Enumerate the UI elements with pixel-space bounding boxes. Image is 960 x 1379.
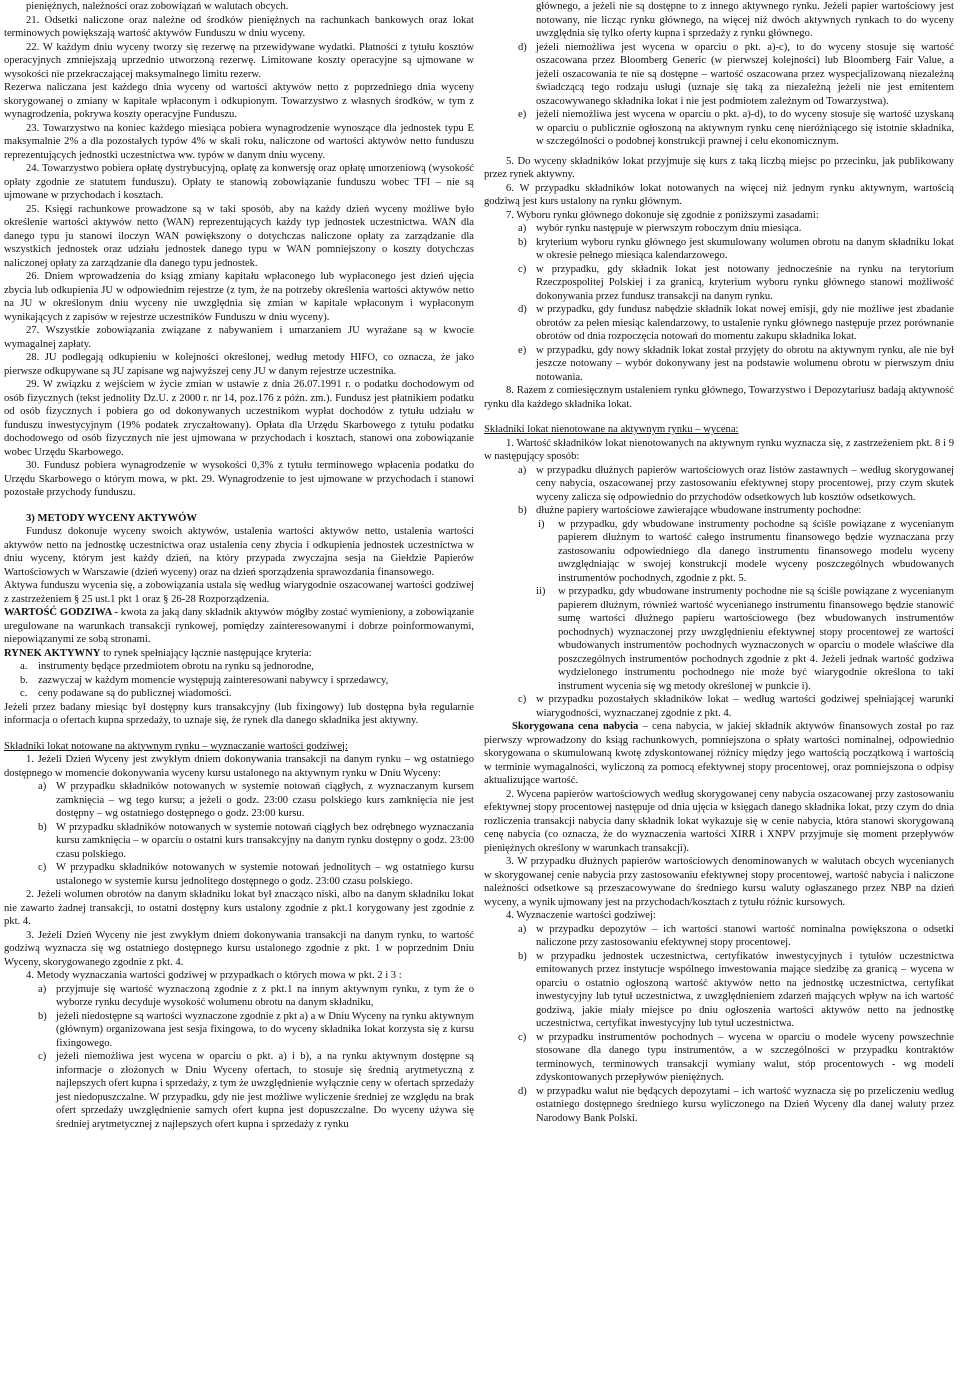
list-item-label: b) (518, 950, 527, 962)
list-item (518, 344, 954, 385)
list-item (518, 263, 954, 304)
paragraph-continuation: pieniężnych, należności oraz zobowiązań w walutach obcych. (26, 1, 289, 12)
list-item-label: b) (518, 236, 527, 248)
active-market-criteria (4, 660, 474, 701)
listed-assets-point-4-list (4, 983, 474, 1132)
list-item (518, 1085, 954, 1126)
paragraph-26: 26. Dniem wprowadzenia do ksiąg zmiany kapitału wpłaconego lub wypłaconego jest dzień ujęcia zbycia lub odkupienia JU w odpowiednim rejestrze (z tym, że na potrzeby określenia wartości aktywów netto na JU w określonym dniu wyceny nie uwzględnia się zmian w kapitale wpłaconym i wypłaconym wynikających z zapisów w rejestrze uczestników Funduszu w dniu wyceny). (4, 271, 474, 323)
point-5: 5. Do wyceny składników lokat przyjmuje się kurs z taką liczbą miejsc po przecinku, jak publikowany przez rynek aktywny. (484, 155, 954, 180)
paragraph-27: 27. Wszystkie zobowiązania związane z nabywaniem i umarzaniem JU wyrażane są w kwocie wymagalnej zapłaty. (4, 325, 474, 350)
list-item (518, 950, 954, 1031)
list-item-label: e) (518, 344, 527, 356)
list-item (20, 687, 474, 701)
list-item-text: w przypadku walut nie będących depozytami – ich wartość wyznacza się po przeliczeniu według ostatniego dostępnego średniego kursu wyliczonego na Dzień Wyceny dla danej waluty przez Narodowy Bank Polski. (536, 1085, 954, 1124)
list-item (518, 41, 954, 109)
section-3-heading: 3) METODY WYCENY AKTYWÓW (26, 512, 197, 524)
list-item (518, 236, 954, 263)
list-item-text: w przypadku dłużnych papierów wartościowych oraz listów zastawnych – według skorygowanej ceny nabycia, oszacowanej przy zastosowaniu efektywnej stopy procentowej, przy czym skutek wyceny zalicza się odpowiednio do przychodów odsetkowych lub kosztów odsetkowych. (536, 464, 954, 503)
fair-value-term: WARTOŚĆ GODZIWA - (4, 607, 118, 618)
paragraph-21: 21. Odsetki naliczone oraz należne od środków pieniężnych na rachunkach bankowych oraz lokat terminowych powiększają wartość aktywów Funduszu w dniu wyceny. (4, 14, 474, 39)
list-item-label: a) (38, 781, 47, 792)
point-8: 8. Razem z comiesięcznym ustaleniem rynku głównego, Towarzystwo i Depozytariusz badają aktywność rynku dla każdego składnika lokat. (484, 385, 954, 410)
list-item-label: ii) (536, 586, 546, 597)
list-item-label: c) (38, 862, 47, 873)
list-item (518, 108, 954, 149)
list-item-label: b. (20, 674, 28, 686)
unlisted-point-2: 2. Wycena papierów wartościowych według skorygowanej ceny nabycia oszacowanej przy zastosowaniu efektywnej stopy procentowej następuje od dnia ujęcia w księgach danego składnika lokat, przy czym do dnia rozliczenia transakcji nabycia dany składnik lokat wykazuje się w cenie nabycia, która stanowi skorygowaną cenę nabycia (co oznacza, że do wyznaczenia wartości XIRR i XNPV przyjmuje się moment przepływów pieniężnych określony w warunkach transakcji). (484, 788, 954, 854)
list-item (38, 1050, 474, 1131)
active-market-term: RYNEK AKTYWNY (4, 647, 101, 659)
list-item-text: w przypadku, gdy fundusz nabędzie składnik lokat nowej emisji, gdy nie możliwe jest zbadanie obrotów za pełen miesiąc kalendarzowy, to ustalenie rynku głównego następuje przez porównanie obrotów od dnia rozpoczęcia notowań do momentu zakupu składnika lokat. (536, 304, 954, 342)
list-item-text: w przypadku depozytów – ich wartości stanowi wartość nominalna powiększona o odsetki naliczone przy zastosowaniu efektywnej stopy procentowej. (536, 923, 954, 948)
paragraph-23: 23. Towarzystwo na koniec każdego miesiąca pobiera wynagrodzenie wynoszące dla jednostek typu E maksymalnie 2% a dla pozostałych typów 4% w skali roku, naliczone od wartości aktywów netto funduszu reprezentujących jednostki uczestnictwa ww. typów w danym dniu wyceny. (4, 122, 474, 161)
fair-value-text: kwota za jaką dany składnik aktywów mógłby zostać wymieniony, a zobowiązanie uregulowane na warunkach transakcji rynkowej, pomiędzy zainteresowanymi i dobrze poinformowanymi, niepowiązanymi ze sobą stronami. (4, 607, 474, 645)
unlisted-point-1-list (484, 464, 954, 721)
list-item-text: jeżeli niemożliwa jest wycena w oparciu o pkt. a) i b), a na rynku aktywnym dostępne są informacje o złożonych w Dniu Wyceny ofertach, to stosuje się średnią arytmetyczną z najlepszych ofert kupna i sprzedaży, z tym że uwzględnienie wyłącznie ceny w ofertach sprzedaży jest niedopuszczalne. W przypadku, gdy nie jest możliwe wyliczenie średniej ze względu na brak ofert sprzedaży uwzględnienie samych ofert kupna jest dopuszczalne. Do wyceny używa się średniej arytmetycznej z najlepszych ofert kupna i sprzedaży z rynku (56, 1051, 474, 1130)
list-item (518, 222, 954, 236)
list-item-label: b) (38, 821, 47, 833)
list-item-text: w przypadku, gdy wbudowane instrumenty pochodne nie są ściśle powiązane z wycenianym papierem dłużnym, również wartość wycenianego instrumentu finansowego będzie stanowić sumę wartości dłużnego papieru wartościowego (bez wbudowanych instrumentów pochodnych) wyznaczonej przy uwzględnieniu efektywnej stopy procentowej ze wartości wbudowanych instrumentów pochodnych wyznaczonych w oparciu o modele właściwe dla poszczególnych instrumentów pochodnych zgodnie z pkt 4. Jeżeli jednak wartość godziwa wydzielonego instrumentu pochodnego nie może być wiarygodnie określona to taki instrument wycenia się wg metody określonej w punkcie i). (558, 586, 954, 692)
list-item-text: zazwyczaj w każdym momencie występują zainteresowani nabywcy i sprzedawcy, (38, 674, 389, 686)
adjusted-cost-text: – cena nabycia, w jakiej składnik aktywów finansowych został po raz pierwszy wprowadzony do ksiąg rachunkowych, pomniejszona o spłaty wartości nominalnej, odpowiednio skorygowana o skumulowaną kwotę zdyskontowanej różnicy między jego wartością początkową i wartością w terminie wymagalności, wyliczoną za pomocą efektywnej stopy procentowej, oraz pomniejszona o odpisy aktualizujące wartość. (484, 721, 954, 786)
listed-assets-point-4: 4. Metody wyznaczania wartości godziwej w przypadkach o których mowa w pkt. 2 i 3 : (26, 970, 402, 981)
unlisted-point-4: 4. Wyznaczenie wartości godziwej: (506, 910, 656, 921)
list-item-text: W przypadku składników notowanych w systemie notowań ciągłych, z wyznaczanym kursem zamknięcia – wg tego kursu; a jeżeli o godz. 23:00 czasu polskiego kurs zamknięcia nie jest dostępny – wg ostatniego dostępnego o godz. 23:00 kursu. (56, 781, 474, 819)
active-market-definition (4, 647, 474, 661)
list-item-text: kryterium wyboru rynku głównego jest skumulowany wolumen obrotu na danym składniku lokat w okresie pełnego miesiąca kalendarzowego. (536, 236, 954, 261)
listed-assets-point-1-list (4, 780, 474, 888)
list-item (518, 504, 954, 518)
unlisted-point-3: 3. W przypadku dłużnych papierów wartościowych denominowanych w walutach obcych wycenianych w skorygowanej cenie nabycia przy zastosowaniu efektywnej stopy procentowej, wartość nabycia i naliczone należności odsetkowe są przeszacowywane do średniego kursu waluty ogłaszanego przez NBP na dzień wyceny, a wynik ujmowany jest na przychodach/kosztach z tytułu różnic kursowych. (484, 856, 954, 908)
list-item (536, 585, 954, 693)
unlisted-assets-heading: Składniki lokat nienotowane na aktywnym rynku – wycena: (484, 424, 739, 435)
list-item-text: W przypadku składników notowanych w systemie notowań jednolitych – wg ostatniego kursu ustalonego w systemie kursu jednolitego dostępnego o godz. 23:00 czasu polskiego. (56, 862, 474, 887)
list-item-label: a) (518, 223, 527, 234)
list-item (38, 861, 474, 888)
list-item-label: c) (518, 263, 527, 275)
active-market-note: Jeżeli przez badany miesiąc był dostępny kurs transakcyjny (lub fixingowy) lub dostępna była regularnie informacja o ofertach kupna sprzedaży, to uznaje się, że rynek dla danego składnika jest aktywny. (4, 701, 474, 726)
list-item (38, 983, 474, 1010)
list-item-text: jeżeli niemożliwa jest wycena w oparciu o pkt. a)-d), to do wyceny stosuje się wartość uzyskaną w oparciu o publicznie ogłoszoną na aktywnym rynku cenę nieróżniącego się istotnie składnika, w szczególności o podobnej konstrukcji prawnej i celu ekonomicznym. (536, 109, 954, 147)
list-item-label: i) (538, 518, 545, 530)
paragraph-c-continuation: głównego, a jeżeli nie są dostępne to z innego aktywnego rynku. Jeżeli papier wartościowy jest notowany, nie licząc rynku głównego, na więcej niż dwóch aktywnych rynkach to do wyceny uwzględnia się tylko oferty kupna i sprzedaży z rynku głównego. (536, 1, 954, 39)
list-item-label: c) (38, 1051, 47, 1062)
list-item-label: c) (518, 694, 527, 705)
list-item-text: przyjmuje się wartość wyznaczoną zgodnie z z pkt.1 na innym aktywnym rynku, z tym że o wyborze rynku decyduje wysokość wolumenu obrotu na danym składniku, (56, 983, 474, 1008)
listed-assets-point-2: 2. Jeżeli wolumen obrotów na danym składniku lokat był znacząco niski, albo na danym składniku lokat nie zawarto żadnej transakcji, to ostatni dostępny kurs ustalony zgodnie z pkt.1 korygowany jest zgodnie z pkt. 4. (4, 889, 474, 927)
list-item-label: a) (518, 923, 527, 935)
unlisted-point-4-list (484, 923, 954, 1126)
paragraph-22: 22. W każdym dniu wyceny tworzy się rezerwę na przewidywane wydatki. Płatności z tytułu kosztów operacyjnych zmniejszają uprzednio utworzoną rezerwę. Limitowane koszty operacyjne są ujmowane w wysokości nie przekraczającej maksymalnego limitu rezerw. (4, 41, 474, 80)
list-item-text: w przypadku, gdy nowy składnik lokat został przyjęty do obrotu na aktywnym rynku, ale nie był jeszcze notowany – wybór dokonywany jest na podstawie wolumenu obrotu w pierwszym dniu notowania. (536, 344, 954, 383)
point-7-list (484, 222, 954, 384)
listed-assets-heading: Składniki lokat notowane na aktywnym rynku – wyznaczanie wartości godziwej: (4, 740, 348, 752)
paragraph-25: 25. Księgi rachunkowe prowadzone są w taki sposób, aby na każdy dzień wyceny możliwe było określenie wartości aktywów netto (WAN) reprezentujących każdy typ jednostek uczestnictwa. WAN dla danego typu ju stanowi iloczyn WAN powiększony o dotychczas naliczone opłaty za zarządzanie dla wszystkich jednostek oraz udziału jednostek danego typu w WAN pomniejszony o koszty dotychczas naliczonej opłaty za zarządzanie dla danego typu jednostek. (4, 203, 474, 269)
point-6: 6. W przypadku składników lokat notowanych na więcej niż jednym rynku aktywnym, wartością godziwą jest kurs ustalony na rynku głównym. (484, 182, 954, 207)
listed-assets-point-1: 1. Jeżeli Dzień Wyceny jest zwykłym dniem dokonywania transakcji na danym rynku – wg ostatniego dostępnego w momencie dokonywania wyceny kursu ustalonego na aktywnym rynku w Dniu Wyceny: (4, 754, 474, 779)
list-item (518, 693, 954, 720)
valuation-methods-de-list (484, 41, 954, 149)
list-item-label: c. (20, 688, 28, 699)
list-item (518, 1031, 954, 1085)
list-item-text: ceny podawane są do publicznej wiadomości. (38, 688, 232, 699)
paragraph-29: 29. W związku z wejściem w życie zmian w ustawie z dnia 26.07.1991 r. o podatku dochodowym od osób fizycznych (tekst jednolity Dz.U. z 2000 r. nr 14, poz.176 z późn. zm.). Fundusz jest płatnikiem podatku od osób fizycznych i pobiera go od dokonywanych uczestnikom wypłat dochodów z tytułu udziału w funduszu inwestycyjnym (19% podatek zryczałtowany). Opłata dla Urzędu Skarbowego z tytułu podatku dochodowego od osób fizycznych nie jest ujmowana w przychodach i kosztach, stanowi ona zobowiązanie wobec Urzędu Skarbowego. (4, 379, 474, 458)
list-item-text: w przypadku pozostałych składników lokat – według wartości godziwej spełniającej warunki wiarygodności, wyznaczanej zgodnie z pkt. 4. (536, 694, 954, 719)
list-item-text: w przypadku instrumentów pochodnych – wycena w oparciu o modele wyceny powszechnie stosowane dla danego typu instrumentów, a w szczególności w przypadku kontraktów terminowych, terminowych transakcji wymiany walut, stóp procentowych - wg modeli zdyskontowanych przepływów pieniężnych. (536, 1031, 954, 1083)
list-item (20, 674, 474, 688)
list-item (20, 660, 474, 674)
list-item-text: w przypadku jednostek uczestnictwa, certyfikatów inwestycyjnych i tytułów uczestnictwa emitowanych przez instytucje wspólnego inwestowania mające siedzibę za granicą – wycena w oparciu o ostatnio ogłoszoną wartość aktywów netto na jednostkę uczestnictwa, certyfikat inwestycyjny lub tytuł uczestnictwa, z uwzględnieniem zdarzeń mających wpływ na ich wartość godziwą, jakie miały miejsce po dniu ogłoszenia wartości aktywów netto na jednostkę uczestnictwa, certyfikat inwestycyjny lub tytuł uczestnictwa. (536, 950, 954, 1029)
list-item-text: w przypadku, gdy wbudowane instrumenty pochodne są ściśle powiązane z wycenianym papierem dłużnym to wartość całego instrumentu finansowego będzie wyznaczana przy zastosowaniu odpowiedniego dla danego instrumentu finansowego modelu wyceny uwzględniając w swojej konstrukcji modele wyceny poszczególnych wbudowanych instrumentów pochodnych, zgodnie z pkt. 5. (558, 518, 954, 584)
list-item-label: d) (518, 1085, 527, 1097)
embedded-derivatives-list (536, 518, 954, 694)
left-column (4, 0, 474, 1131)
adjusted-cost-definition (484, 720, 954, 788)
unlisted-point-1: 1. Wartość składników lokat nienotowanych na aktywnym rynku wyznacza się, z zastrzeżeniem pkt. 8 i 9 w następujący sposób: (484, 437, 954, 462)
list-item (38, 821, 474, 862)
list-item (518, 464, 954, 505)
list-item-text: instrumenty będące przedmiotem obrotu na rynku są jednorodne, (38, 661, 314, 672)
list-item-text: jeżeli niemożliwa jest wycena w oparciu o pkt. a)-c), to do wyceny stosuje się wartość oszacowana przez Bloomberg Generic (w pierwszej kolejności) lub Bloomberg Fair Value, a jeżeli oszacowania te nie są dostępne – wartość oszacowana przez wyspecjalizowaną niezależną świadczącą tego rodzaju usługi (uznaje się taką za niezależną jeżeli nie jest emitentem oszacowywanego składnika lokat i nie jest podmiotem zależnym od Towarzystwa). (536, 41, 954, 107)
paragraph-22-rezerwa: Rezerwa naliczana jest każdego dnia wyceny od wartości aktywów netto z poprzedniego dnia wyceny skorygowanej o zmiany w kapitale wpłaconym i odkupionym. Towarzystwo z własnych środków, w tym z wynagrodzenia, pokrywa koszty operacyjne Funduszu. (4, 82, 474, 120)
adjusted-cost-term: Skorygowana cena nabycia (512, 721, 639, 732)
list-item (518, 923, 954, 950)
list-item-label: c) (518, 1031, 527, 1043)
paragraph-24: 24. Towarzystwo pobiera opłatę dystrybucyjną, opłatę za konwersję oraz opłatę umorzeniową (wysokość opłaty zgodnie ze statutem funduszu). Opłaty te stanowią zobowiązanie funduszu wobec TFI – nie są ujmowane w przychodach i kosztach. (4, 163, 474, 201)
list-item-label: d) (518, 304, 527, 315)
section-3-intro: Fundusz dokonuje wyceny swoich aktywów, ustalenia wartości aktywów netto, ustalenia wartości aktywów netto na jednostkę uczestnictwa oraz ustalenia ceny zbycia i odkupienia jednostek uczestnictwa w dniu wyceny, którym jest każdy dzień, na który przypada zwyczajna sesja na Giełdzie Papierów Wartościowych w Warszawie (dzień wyceny) oraz na dzień sporządzenia sprawozdania finansowego. (4, 526, 474, 578)
listed-assets-point-3: 3. Jeżeli Dzień Wyceny nie jest zwykłym dniem dokonywania transakcji na danym rynku, to wartość godziwą wyznacza się wg ostatniego dostępnego kursu ustalonego zgodnie z pkt. 1 w poprzednim Dniu Wyceny, skorygowanego zgodnie z pkt. 4. (4, 929, 474, 968)
list-item-label: a) (38, 983, 47, 995)
point-7: 7. Wyboru rynku głównego dokonuje się zgodnie z poniższymi zasadami: (506, 209, 819, 221)
list-item-label: a) (518, 464, 527, 476)
list-item-label: d) (518, 41, 527, 53)
fair-value-definition (4, 606, 474, 647)
paragraph-28: 28. JU podlegają odkupieniu w kolejności określonej, według metody HIFO, co oznacza, że jako pierwsze odkupywane są JU zapisane wg najwyższej ceny JU w danym rejestrze uczestnika. (4, 352, 474, 377)
list-item-label: b) (518, 505, 527, 516)
list-item-label: a. (20, 661, 28, 672)
list-item (538, 518, 954, 586)
list-item-text: wybór rynku następuje w pierwszym roboczym dniu miesiąca. (536, 223, 802, 234)
list-item-label: e) (518, 109, 527, 120)
list-item (518, 303, 954, 344)
list-item (38, 780, 474, 821)
paragraph-30: 30. Fundusz pobiera wynagrodzenie w wysokości 0,3% z tytułu terminowego wpłacenia podatku do Urzędu Skarbowego o którym mowa, w pkt. 29. Wynagrodzenie to jest ujmowane w przychodach i stanowi pozostałe przychody funduszu. (4, 460, 474, 498)
list-item-label: b) (38, 1010, 47, 1022)
right-column (484, 0, 954, 1125)
list-item-text: W przypadku składników notowanych w systemie notowań ciągłych bez odrębnego wyznaczania kursu zamknięcia – w oparciu o ostatni kurs transakcyjny na danym rynku dostępny o godz. 23:00 czasu polskiego. (56, 821, 474, 860)
active-market-text: to rynek spełniający łącznie następujące kryteria: (100, 647, 312, 659)
list-item-text: dłużne papiery wartościowe zawierające wbudowane instrumenty pochodne: (536, 505, 862, 516)
list-item (38, 1010, 474, 1051)
list-item-text: w przypadku, gdy składnik lokat jest notowany jednocześnie na rynku na terytorium Rzeczpospolitej Polskiej i za granicą, kryterium wyboru rynku głównego stanowi możliwość dokonywania przez fundusz transakcji na danym rynku. (536, 263, 954, 302)
list-item-text: jeżeli niedostępne są wartości wyznaczone zgodnie z pkt a) a w Dniu Wyceny na rynku aktywnym (głównym) organizowana jest sesja fixingowa, to do wyceny składnika lokat korzysta się z kursu fixingowego. (56, 1010, 474, 1049)
section-3-fair-value-rule: Aktywa funduszu wycenia się, a zobowiązania ustala się według wiarygodnie oszacowanej wartości godziwej z zastrzeżeniem § 25 ust.1 pkt 1 oraz § 26-28 Rozporządzenia. (4, 580, 474, 605)
